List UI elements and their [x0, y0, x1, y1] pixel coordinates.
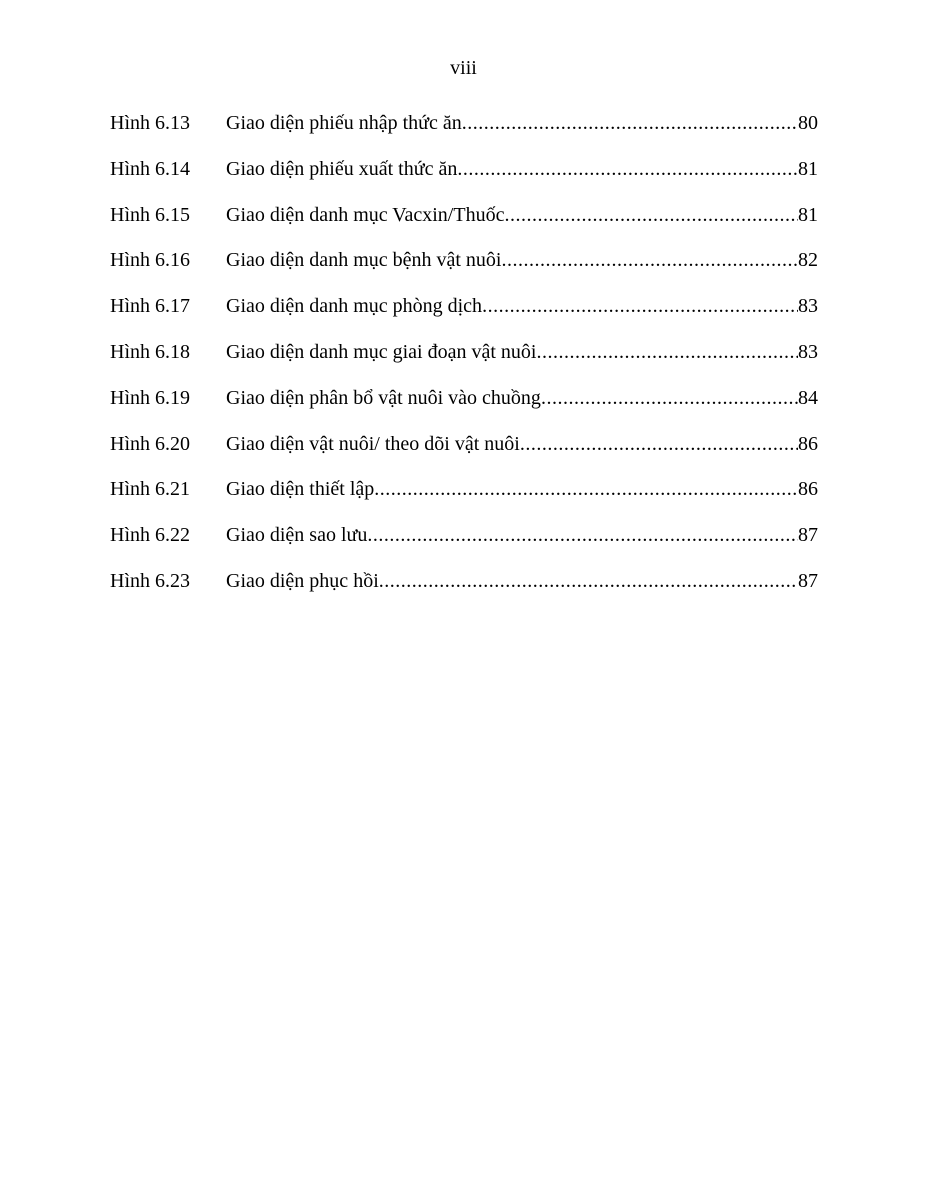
figure-title: Giao diện vật nuôi/ theo dõi vật nuôi — [226, 432, 520, 455]
figure-label: Hình 6.23 — [110, 569, 190, 592]
figure-title: Giao diện thiết lập — [226, 478, 375, 501]
figure-label: Hình 6.14 — [110, 157, 190, 180]
toc-entry[interactable] — [110, 567, 818, 613]
dot-leader — [482, 292, 798, 320]
figure-page-number: 81 — [798, 157, 818, 180]
dot-leader — [541, 384, 798, 412]
figure-title: Giao diện phục hồi — [226, 569, 379, 592]
figure-title: Giao diện danh mục Vacxin/Thuốc — [226, 203, 505, 226]
figure-page-number: 83 — [798, 295, 818, 318]
figure-label: Hình 6.16 — [110, 249, 190, 272]
page-number: viii — [450, 57, 477, 79]
figure-label: Hình 6.21 — [110, 478, 190, 501]
toc-entry[interactable] — [110, 475, 818, 521]
figure-page-number: 87 — [798, 569, 818, 592]
figure-title: Giao diện phiếu xuất thức ăn — [226, 157, 458, 180]
figure-page-number: 83 — [798, 340, 818, 363]
figure-page-number: 80 — [798, 112, 818, 134]
figure-label: Hình 6.18 — [110, 340, 190, 363]
toc-entry[interactable] — [110, 201, 818, 247]
figure-label: Hình 6.13 — [110, 112, 190, 134]
figure-label: Hình 6.22 — [110, 524, 190, 547]
toc-entry[interactable] — [110, 338, 818, 384]
toc-entry[interactable] — [110, 155, 818, 201]
figure-title: Giao diện danh mục phòng dịch — [226, 295, 483, 318]
dot-leader — [379, 567, 798, 595]
toc-entry[interactable] — [110, 246, 818, 292]
figure-title: Giao diện phiếu nhập thức ăn — [226, 112, 462, 134]
dot-leader — [367, 521, 798, 549]
toc-entry[interactable] — [110, 292, 818, 338]
list-of-figures — [110, 109, 818, 613]
figure-page-number: 82 — [798, 249, 818, 272]
figure-page-number: 84 — [798, 386, 818, 409]
figure-label: Hình 6.17 — [110, 295, 190, 318]
toc-entry[interactable] — [110, 521, 818, 567]
toc-entry[interactable] — [110, 430, 818, 476]
dot-leader — [462, 109, 798, 137]
toc-entry[interactable] — [110, 109, 818, 155]
figure-page-number: 81 — [798, 203, 818, 226]
figure-title: Giao diện sao lưu — [226, 524, 368, 547]
figure-page-number: 86 — [798, 478, 818, 501]
figure-page-number: 86 — [798, 432, 818, 455]
figure-page-number: 87 — [798, 524, 818, 547]
figure-title: Giao diện phân bổ vật nuôi vào chuồng — [226, 386, 541, 409]
dot-leader — [520, 430, 798, 458]
dot-leader — [374, 475, 798, 503]
figure-title: Giao diện danh mục bệnh vật nuôi — [226, 249, 502, 272]
figure-label: Hình 6.15 — [110, 203, 190, 226]
figure-label: Hình 6.20 — [110, 432, 190, 455]
figure-label: Hình 6.19 — [110, 386, 190, 409]
figure-title: Giao diện danh mục giai đoạn vật nuôi — [226, 340, 537, 363]
toc-entry[interactable] — [110, 384, 818, 430]
dot-leader — [504, 201, 798, 229]
dot-leader — [536, 338, 798, 366]
dot-leader — [502, 246, 799, 274]
dot-leader — [457, 155, 798, 183]
